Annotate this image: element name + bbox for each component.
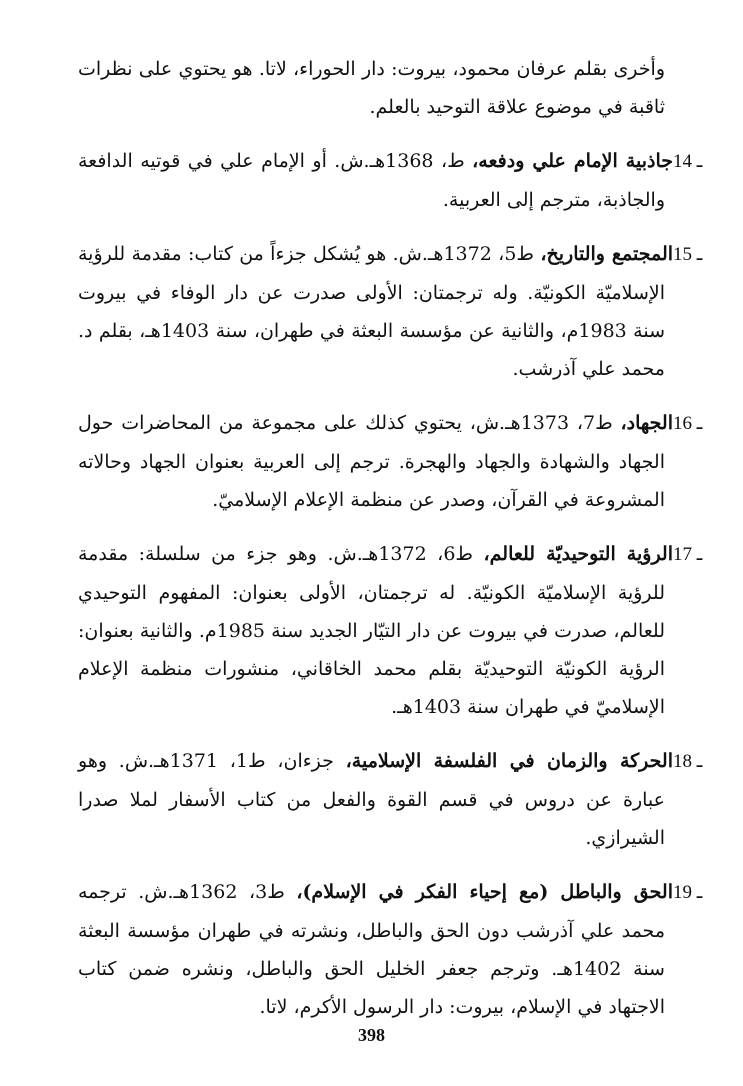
entry-number: 17 ـ [673, 544, 703, 565]
entry-18 [78, 726, 703, 857]
entry-title: المجتمع والتاريخ، [540, 243, 674, 265]
entry-title: الحركة والزمان في الفلسفة الإسلامية، [345, 750, 673, 772]
entry-body: جزءان، ط1، 1371هـ.ش. وهو عبارة عن دروس في قسم القوة والفعل من كتاب الأسفار لملا صدرا الشيرازي. [78, 750, 665, 849]
entry-title: الجهاد، [620, 412, 673, 434]
entry-15 [78, 219, 703, 388]
entry-body: ط، 1368هـ.ش. أو الإمام علي في قوتيه الدافعة والجاذبة، مترجم إلى العربية. [78, 150, 665, 211]
entry-number: 16 ـ [673, 413, 703, 434]
entry-title: الرؤية التوحيديّة للعالم، [483, 543, 673, 565]
entry-19 [78, 857, 703, 1026]
entry-17 [78, 519, 703, 726]
entry-number: 19 ـ [673, 882, 703, 903]
entry-body: ط6، 1372هـ.ش. وهو جزء من سلسلة: مقدمة للرؤية الإسلاميّة الكونيّة. له ترجمتان، الأولى بعنوان: المفهوم التوحيدي للعالم، صدرت في بيروت عن دار التيّار الجديد سنة 1985م. والثانية بعنوان: الرؤية الكونيّة التوحيديّة بقلم محمد الخاقاني، منشورات منظمة الإعلام الإسلاميّ في طهران سنة 1403هـ. [78, 543, 666, 718]
intro-paragraph: وأخرى بقلم عرفان محمود، بيروت: دار الحوراء، لاتا. هو يحتوي على نظرات ثاقبة في موضوع علاقة التوحيد بالعلم. [78, 58, 665, 118]
entry-title: جاذبية الإمام علي ودفعه، [472, 150, 673, 172]
entry-14 [78, 126, 703, 219]
bibliography-text [78, 50, 703, 1026]
entry-number: 14 ـ [673, 151, 703, 172]
entry-number: 15 ـ [673, 244, 703, 265]
entry-body: ط3، 1362هـ.ش. ترجمه محمد علي آذرشب دون الحق والباطل، ونشرته في طهران مؤسسة البعثة سنة 1402هـ. وترجم جعفر الخليل الحق والباطل، ونشره ضمن كتاب الاجتهاد في الإسلام، بيروت: دار الرسول الأكرم، لاتا. [78, 881, 665, 1018]
entry-body: ط7، 1373هـ.ش، يحتوي كذلك على مجموعة من المحاضرات حول الجهاد والشهادة والجهاد والهجرة. ترجم إلى العربية بعنوان الجهاد وحالاته المشروعة في القرآن، وصدر عن منظمة الإعلام الإسلاميّ. [78, 412, 665, 511]
page-number: 398 [358, 1025, 385, 1045]
entry-title: الحق والباطل (مع إحياء الفكر في الإسلام)، [296, 881, 673, 903]
entry-number: 18 ـ [673, 751, 703, 772]
entry-16 [78, 388, 703, 519]
entry-body: ط5، 1372هـ.ش. هو يُشكل جزءاً من كتاب: مقدمة للرؤية الإسلاميّة الكونيّة. وله ترجمتان: الأولى صدرت عن دار الوفاء في بيروت سنة 1983م، والثانية عن مؤسسة البعثة في طهران، سنة 1403هـ، بقلم د. محمد علي آذرشب. [78, 243, 665, 380]
